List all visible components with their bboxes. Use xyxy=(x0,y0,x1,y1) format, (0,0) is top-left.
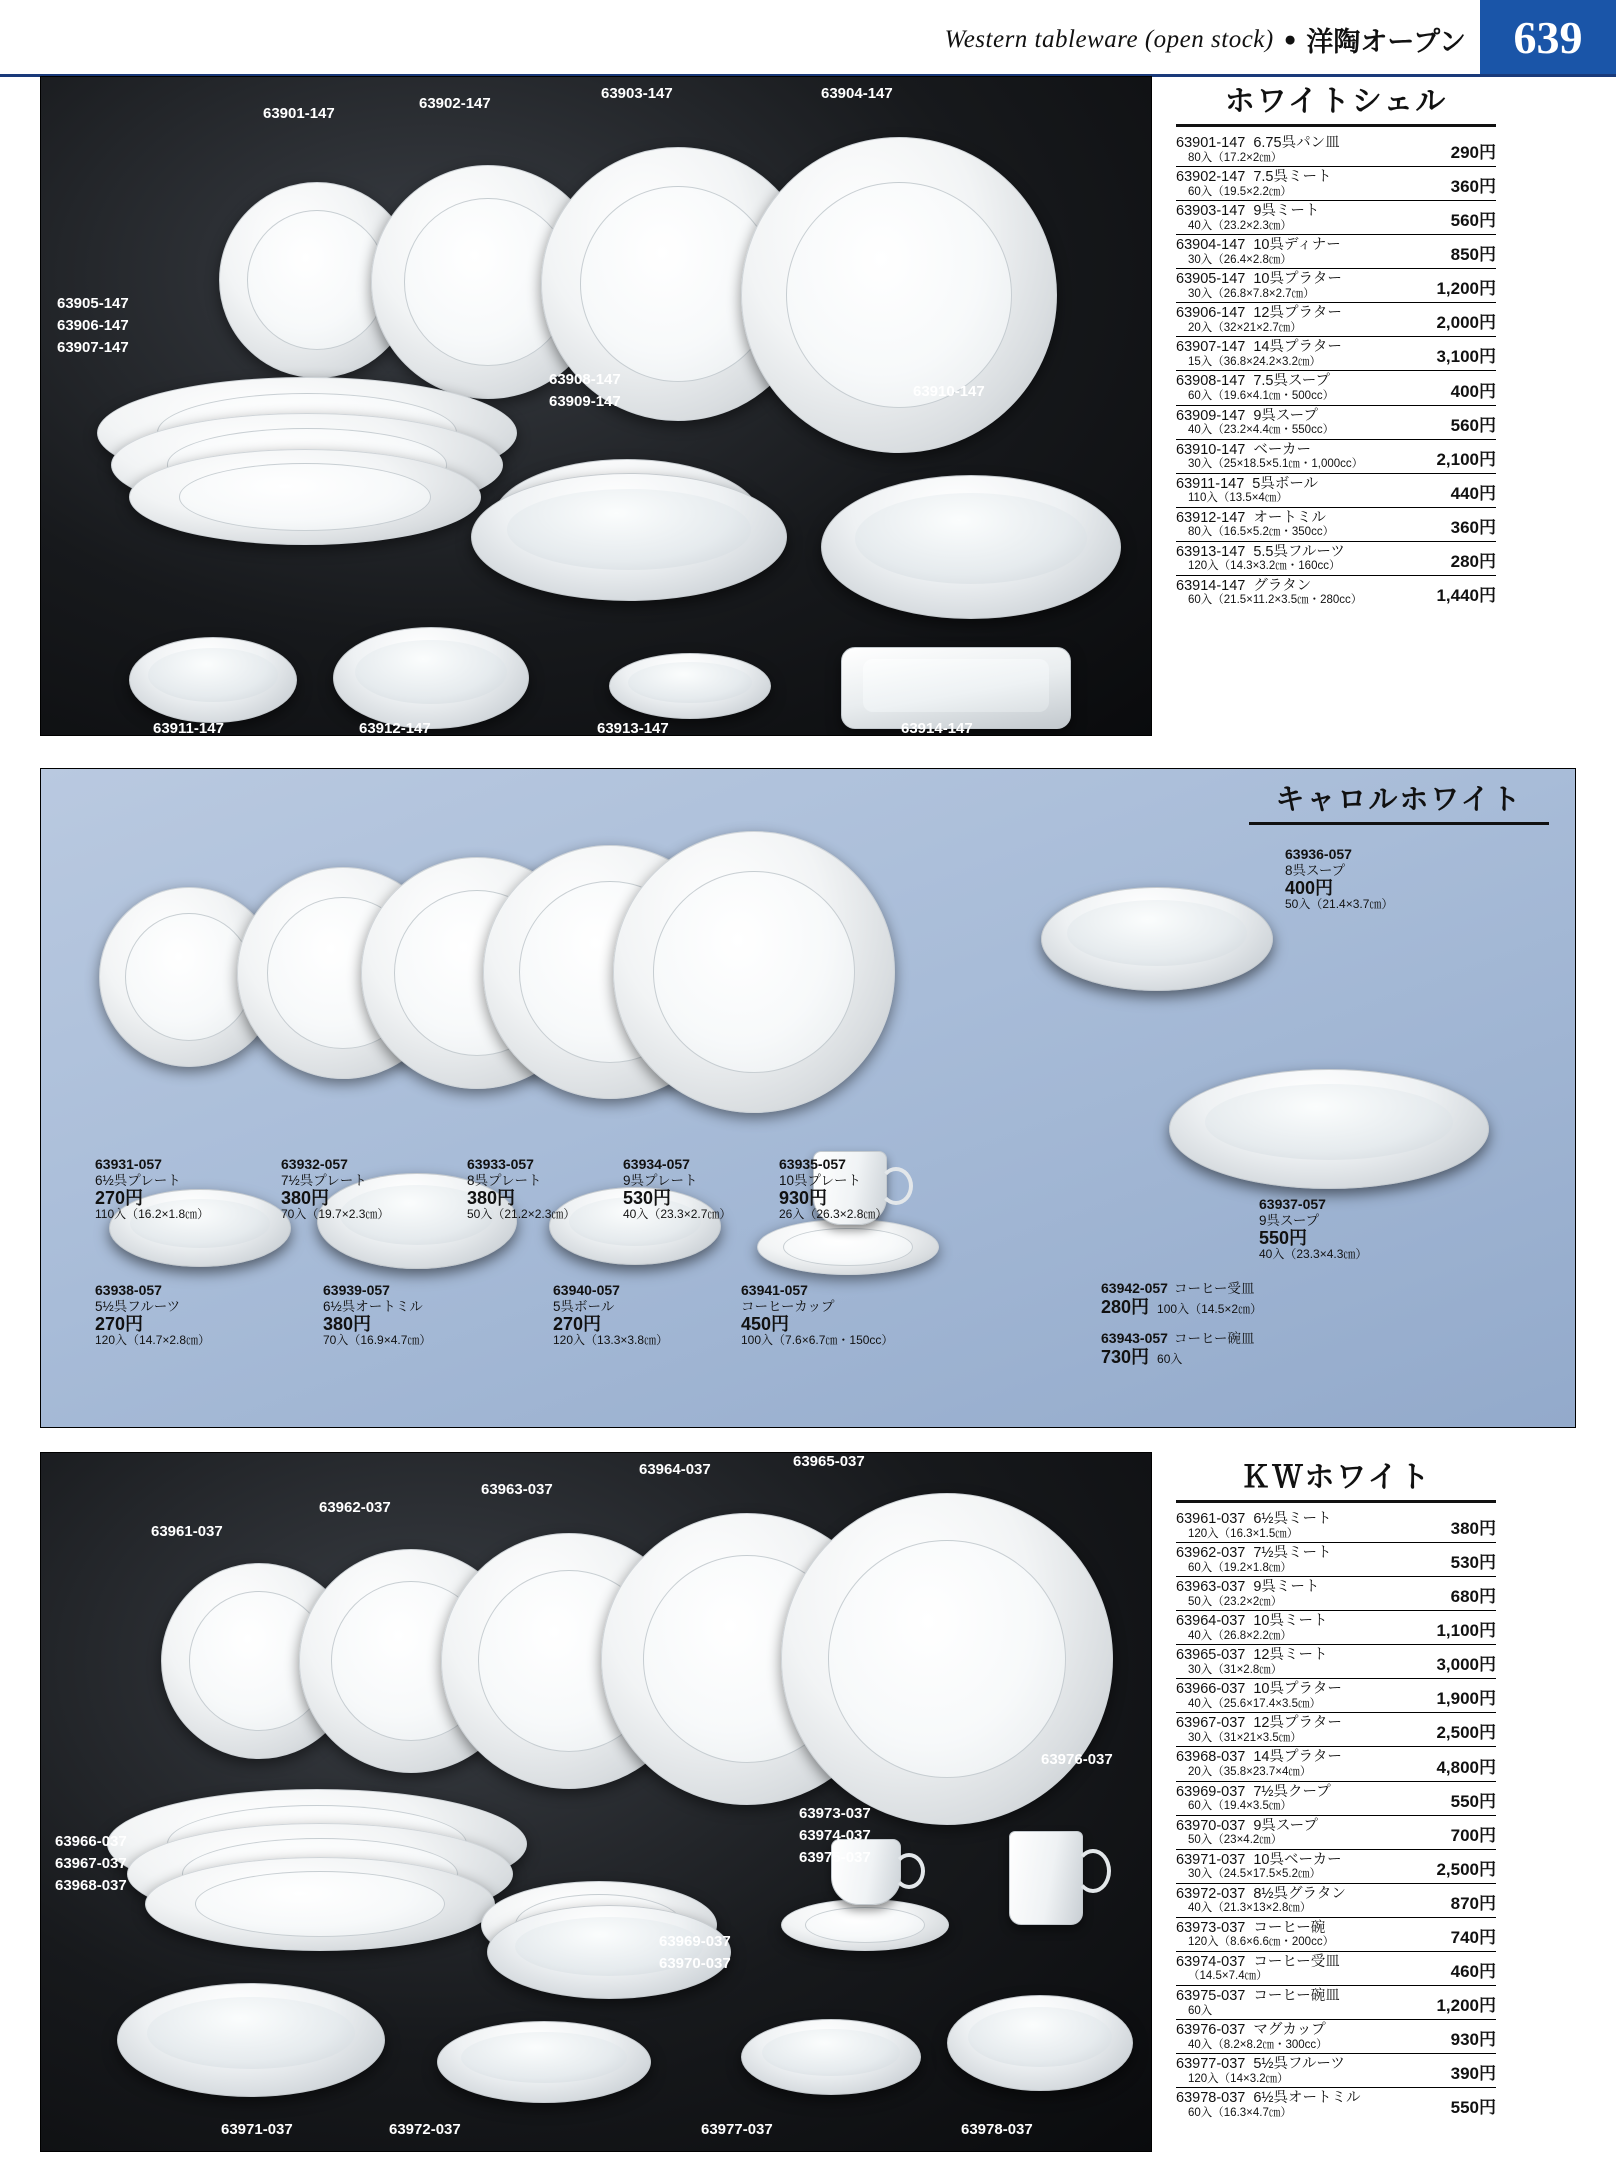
item-sub: 80入（16.5×5.2㎝・350cc） xyxy=(1188,526,1335,539)
item-price: 530円 xyxy=(1450,1553,1496,1573)
item-sub: 30入（26.8×7.8×2.7㎝） xyxy=(1188,287,1315,300)
item-sub: 50入（23.2×2㎝） xyxy=(1188,1595,1283,1608)
pricelist-white-shell xyxy=(1176,76,1496,609)
table-row xyxy=(1176,133,1496,167)
baker-63971 xyxy=(117,1983,385,2097)
item-price: 400円 xyxy=(1450,381,1496,401)
fruit-63977 xyxy=(741,2019,921,2095)
photo-carol-white xyxy=(40,768,1576,1428)
table-row xyxy=(1176,269,1496,303)
platter-63966 xyxy=(145,1857,495,1951)
item-sub: 60入（19.5×2.2㎝） xyxy=(1188,185,1292,198)
label-63911: 63911-147 xyxy=(153,720,224,736)
soup-63936 xyxy=(1041,887,1273,991)
item-sub: 60入（19.6×4.1㎝・500cc） xyxy=(1188,390,1335,403)
item-sub: 40入（8.2×8.2㎝・300cc） xyxy=(1188,2038,1328,2051)
caption-63937: 63937-057 9呉スープ 550円 40入（23.3×4.3㎝） xyxy=(1259,1196,1368,1261)
item-sub: 110入（13.5×4㎝） xyxy=(1188,492,1288,505)
label-63964: 63964-037 xyxy=(639,1461,711,1478)
platter-63905 xyxy=(129,449,481,545)
item-code: 63975-037 xyxy=(1176,1987,1246,2004)
item-name: 10呉プラター xyxy=(1253,271,1342,288)
table-row xyxy=(1176,1577,1496,1611)
item-sub: 50入（23×4.2㎝） xyxy=(1188,1834,1283,1847)
item-name: 6½呉ミート xyxy=(1253,1511,1332,1527)
item-name: 8½呉グラタン xyxy=(1253,1885,1346,1902)
item-price: 1,200円 xyxy=(1436,1995,1496,2015)
pricelist-kw-white xyxy=(1176,1452,1496,2121)
item-code: 63971-037 xyxy=(1176,1851,1246,1868)
item-code: 63906-147 xyxy=(1176,305,1246,322)
item-name: オートミル xyxy=(1253,509,1326,526)
item-sub: 60入（21.5×11.2×3.5㎝・280cc） xyxy=(1188,594,1363,607)
table-row xyxy=(1176,235,1496,269)
item-sub: 40入（23.2×2.3㎝） xyxy=(1188,219,1292,232)
item-code: 63913-147 xyxy=(1176,543,1246,560)
oatmeal-63912 xyxy=(333,627,529,729)
section-carol-white xyxy=(40,768,1576,1428)
label-63912: 63912-147 xyxy=(359,720,431,736)
item-code: 63911-147 xyxy=(1176,475,1245,492)
item-name: 5.5呉フルーツ xyxy=(1253,543,1345,560)
soup-63937 xyxy=(1169,1069,1489,1189)
item-price: 1,900円 xyxy=(1436,1689,1496,1709)
item-sub: 20入（35.8×23.7×4㎝） xyxy=(1188,1766,1312,1779)
bowl-63911 xyxy=(129,637,297,723)
gratin-63914 xyxy=(841,647,1071,729)
soup-63970 xyxy=(487,1905,731,1999)
item-sub: 20入（32×21×2.7㎝） xyxy=(1188,321,1302,334)
item-code: 63908-147 xyxy=(1176,373,1246,390)
table-row xyxy=(1176,337,1496,371)
item-price: 870円 xyxy=(1450,1893,1496,1913)
item-sub: 30入（25×18.5×5.1㎝・1,000cc） xyxy=(1188,458,1364,471)
table-row xyxy=(1176,1747,1496,1781)
label-63976: 63976-037 xyxy=(1041,1751,1113,1768)
label-63906: 63906-147 xyxy=(57,317,129,334)
label-63978: 63978-037 xyxy=(961,2121,1033,2138)
item-sub: 120入（16.3×1.5㎝） xyxy=(1188,1527,1299,1540)
item-code: 63977-037 xyxy=(1176,2056,1246,2072)
table-row xyxy=(1176,1713,1496,1747)
item-name: 10呉ベーカー xyxy=(1253,1851,1342,1868)
item-price: 550円 xyxy=(1450,1791,1496,1811)
item-price: 740円 xyxy=(1450,1927,1496,1947)
pricelist-title-kw-white: ＫＷホワイト xyxy=(1240,1461,1432,1494)
item-sub: 30入（26.4×2.8㎝） xyxy=(1188,253,1292,266)
page-number: 639 xyxy=(1480,0,1616,74)
caption-63938: 63938-057 5½呉フルーツ 270円 120入（14.7×2.8㎝） xyxy=(95,1282,211,1347)
caption-63931: 63931-057 6½呉プレート 270円 110入（16.2×1.8㎝） xyxy=(95,1156,210,1221)
label-63909: 63909-147 xyxy=(549,393,621,410)
cup-handle-icon xyxy=(893,1853,925,1889)
item-name: 6.75呉パン皿 xyxy=(1253,135,1340,151)
saucer-63942 xyxy=(757,1219,939,1275)
mug-63976 xyxy=(1009,1831,1083,1925)
item-price: 560円 xyxy=(1450,211,1496,231)
item-code: 63969-037 xyxy=(1176,1783,1246,1800)
item-code: 63970-037 xyxy=(1176,1817,1246,1834)
table-row xyxy=(1176,1884,1496,1918)
item-sub: 60入（19.2×1.8㎝） xyxy=(1188,1561,1292,1574)
pricelist-title-white-shell: ホワイトシェル xyxy=(1224,85,1448,118)
item-name: マグカップ xyxy=(1253,2021,1326,2038)
table-row xyxy=(1176,1918,1496,1952)
pricelist-rows-kw-white xyxy=(1176,1509,1496,2121)
caption-63933: 63933-057 8呉プレート 380円 50入（21.2×2.3㎝） xyxy=(467,1156,576,1221)
item-sub: 40入（26.8×2.2㎝） xyxy=(1188,1629,1292,1642)
fruit-63913 xyxy=(609,653,771,719)
item-name: 5呉ボール xyxy=(1252,475,1319,492)
item-name: 9呉ミート xyxy=(1253,1579,1320,1596)
item-code: 63904-147 xyxy=(1176,237,1246,254)
item-price: 390円 xyxy=(1450,2064,1496,2084)
plate-63965 xyxy=(781,1493,1113,1825)
label-63910: 63910-147 xyxy=(913,383,985,400)
table-row xyxy=(1176,201,1496,235)
gratin-63972 xyxy=(437,2021,651,2103)
caption-63935: 63935-057 10呉プレート 930円 26入（26.3×2.8㎝） xyxy=(779,1156,888,1221)
item-code: 63973-037 xyxy=(1176,1919,1246,1936)
caption-63942: 63942-057 コーヒー受皿 280円 100入（14.5×2㎝） xyxy=(1101,1280,1263,1317)
plate-63904 xyxy=(741,137,1057,453)
photo-white-shell xyxy=(40,76,1152,736)
table-row xyxy=(1176,406,1496,440)
item-price: 360円 xyxy=(1450,517,1496,537)
caption-63932: 63932-057 7½呉プレート 380円 70入（19.7×2.3㎝） xyxy=(281,1156,390,1221)
caption-63934: 63934-057 9呉プレート 530円 40入（23.3×2.7㎝） xyxy=(623,1156,732,1221)
item-code: 63966-037 xyxy=(1176,1681,1246,1698)
item-code: 63974-037 xyxy=(1176,1953,1246,1970)
item-name: 5½呉フルーツ xyxy=(1253,2056,1345,2072)
table-row xyxy=(1176,1850,1496,1884)
table-row xyxy=(1176,2054,1496,2088)
item-price: 290円 xyxy=(1450,143,1496,163)
label-63961: 63961-037 xyxy=(151,1523,223,1540)
bullet-icon: ● xyxy=(1283,27,1297,51)
item-price: 550円 xyxy=(1450,2098,1496,2118)
table-row xyxy=(1176,1782,1496,1816)
table-row xyxy=(1176,1645,1496,1679)
label-63902: 63902-147 xyxy=(419,95,491,112)
caption-63936: 63936-057 8呉スープ 400円 50入（21.4×3.7㎝） xyxy=(1285,846,1394,911)
pricelist-rows-white-shell xyxy=(1176,133,1496,609)
label-63908: 63908-147 xyxy=(549,371,621,388)
item-price: 2,100円 xyxy=(1436,449,1496,469)
label-63968: 63968-037 xyxy=(55,1877,127,1894)
item-code: 63964-037 xyxy=(1176,1613,1246,1630)
item-code: 63912-147 xyxy=(1176,509,1246,526)
table-row xyxy=(1176,542,1496,576)
item-sub: 120入（14.3×3.2㎝・160cc） xyxy=(1188,560,1341,573)
table-row xyxy=(1176,1611,1496,1645)
label-63974: 63974-037 xyxy=(799,1827,871,1844)
label-63967: 63967-037 xyxy=(55,1855,127,1872)
item-code: 63914-147 xyxy=(1176,577,1246,594)
item-code: 63968-037 xyxy=(1176,1749,1246,1766)
item-code: 63910-147 xyxy=(1176,441,1246,458)
table-row xyxy=(1176,508,1496,542)
item-code: 63972-037 xyxy=(1176,1885,1246,1902)
item-sub: 30入（31×21×3.5㎝） xyxy=(1188,1732,1302,1745)
item-price: 2,500円 xyxy=(1436,1859,1496,1879)
item-name: 14呉プラター xyxy=(1253,1749,1342,1766)
table-row xyxy=(1176,2020,1496,2054)
item-price: 2,000円 xyxy=(1436,313,1496,333)
item-name: 12呉プラター xyxy=(1253,305,1342,322)
table-row xyxy=(1176,1816,1496,1850)
item-sub: 60入（19.4×3.5㎝） xyxy=(1188,1800,1292,1813)
table-row xyxy=(1176,440,1496,474)
table-row xyxy=(1176,167,1496,201)
table-row xyxy=(1176,1509,1496,1543)
item-code: 63967-037 xyxy=(1176,1715,1246,1732)
label-63977: 63977-037 xyxy=(701,2121,773,2138)
label-63963: 63963-037 xyxy=(481,1481,553,1498)
caption-63943: 63943-057 コーヒー碗皿 730円 60入 xyxy=(1101,1330,1255,1367)
item-name: 10呉プラター xyxy=(1253,1681,1342,1698)
item-price: 280円 xyxy=(1450,551,1496,571)
photo-kw-white xyxy=(40,1452,1152,2152)
item-name: コーヒー碗皿 xyxy=(1253,1987,1340,2004)
section-kw-white xyxy=(40,1452,1576,2152)
table-row xyxy=(1176,576,1496,609)
label-63962: 63962-037 xyxy=(319,1499,391,1516)
item-name: 9呉スープ xyxy=(1253,407,1318,424)
item-code: 63965-037 xyxy=(1176,1647,1246,1664)
item-sub: 40入（25.6×17.4×3.5㎝） xyxy=(1188,1697,1321,1710)
label-63914: 63914-147 xyxy=(901,720,973,736)
label-63969: 63969-037 xyxy=(659,1933,731,1950)
item-name: 10呉ディナー xyxy=(1253,237,1341,254)
item-code: 63963-037 xyxy=(1176,1579,1246,1596)
item-name: 12呉プラター xyxy=(1253,1715,1342,1732)
item-name: 7½呉ミート xyxy=(1253,1545,1332,1562)
item-price: 560円 xyxy=(1450,415,1496,435)
item-sub: 30入（24.5×17.5×5.2㎝） xyxy=(1188,1868,1321,1881)
table-row xyxy=(1176,1543,1496,1577)
table-row xyxy=(1176,1986,1496,2020)
item-name: 9呉スープ xyxy=(1253,1817,1318,1834)
item-price: 460円 xyxy=(1450,1961,1496,1981)
item-name: 7.5呉ミート xyxy=(1253,169,1332,186)
label-63973: 63973-037 xyxy=(799,1805,871,1822)
item-price: 3,000円 xyxy=(1436,1655,1496,1675)
header-title-en: Western tableware (open stock) xyxy=(944,25,1274,53)
item-price: 3,100円 xyxy=(1436,347,1496,367)
item-sub: 120入（8.6×6.6㎝・200cc） xyxy=(1188,1936,1335,1949)
label-63970: 63970-037 xyxy=(659,1955,731,1972)
label-63972: 63972-037 xyxy=(389,2121,461,2138)
item-code: 63901-147 xyxy=(1176,135,1246,151)
item-price: 380円 xyxy=(1450,1519,1496,1539)
item-price: 440円 xyxy=(1450,483,1496,503)
label-63975: 63975-037 xyxy=(799,1849,871,1866)
item-sub: 40入（21.3×13×2.8㎝） xyxy=(1188,1902,1312,1915)
header-title-jp: 洋陶オープン xyxy=(1306,27,1466,57)
item-name: 7.5呉スープ xyxy=(1253,373,1331,390)
item-name: 10呉ミート xyxy=(1253,1613,1328,1630)
label-63971: 63971-037 xyxy=(221,2121,293,2138)
table-row xyxy=(1176,474,1496,508)
item-sub: 30入（31×2.8㎝） xyxy=(1188,1663,1283,1676)
table-row xyxy=(1176,1952,1496,1986)
caption-63941: 63941-057 コーヒーカップ 450円 100入（7.6×6.7㎝・150cc） xyxy=(741,1282,894,1347)
caption-63940: 63940-057 5呉ボール 270円 120入（13.3×3.8㎝） xyxy=(553,1282,669,1347)
item-code: 63976-037 xyxy=(1176,2021,1246,2038)
label-63907: 63907-147 xyxy=(57,339,129,356)
table-row xyxy=(1176,1679,1496,1713)
item-name: コーヒー受皿 xyxy=(1253,1953,1340,1970)
item-price: 850円 xyxy=(1450,245,1496,265)
item-price: 4,800円 xyxy=(1436,1757,1496,1777)
item-name: 7½呉クープ xyxy=(1253,1783,1331,1800)
item-name: ベーカー xyxy=(1253,441,1312,458)
item-sub: （14.5×7.4㎝） xyxy=(1188,1970,1268,1983)
pricelist-title-carol-white: キャロルホワイト xyxy=(1275,784,1523,816)
item-sub: 40入（23.2×4.4㎝・550cc） xyxy=(1188,424,1335,437)
label-63965: 63965-037 xyxy=(793,1453,865,1470)
item-price: 700円 xyxy=(1450,1825,1496,1845)
oatmeal-63978 xyxy=(947,1995,1133,2091)
baker-63910 xyxy=(821,475,1121,619)
item-name: 9呉ミート xyxy=(1253,203,1320,220)
item-code: 63909-147 xyxy=(1176,407,1246,424)
item-code: 63961-037 xyxy=(1176,1511,1246,1527)
item-name: 14呉プラター xyxy=(1253,339,1342,356)
item-code: 63978-037 xyxy=(1176,2090,1246,2107)
item-code: 63903-147 xyxy=(1176,203,1246,220)
table-row xyxy=(1176,303,1496,337)
item-price: 1,100円 xyxy=(1436,1621,1496,1641)
item-code: 63962-037 xyxy=(1176,1545,1246,1562)
label-63904: 63904-147 xyxy=(821,85,893,102)
label-63903: 63903-147 xyxy=(601,85,673,102)
item-code: 63905-147 xyxy=(1176,271,1246,288)
item-sub: 80入（17.2×2㎝） xyxy=(1188,151,1283,164)
item-price: 2,500円 xyxy=(1436,1723,1496,1743)
soup-63909 xyxy=(471,473,787,601)
table-row xyxy=(1176,2088,1496,2121)
item-code: 63907-147 xyxy=(1176,339,1246,356)
item-price: 680円 xyxy=(1450,1587,1496,1607)
table-row xyxy=(1176,371,1496,405)
plate-63935 xyxy=(613,831,895,1113)
item-sub: 120入（14×3.2㎝） xyxy=(1188,2072,1289,2085)
mug-handle-icon xyxy=(1075,1849,1111,1893)
item-price: 360円 xyxy=(1450,177,1496,197)
item-name: グラタン xyxy=(1253,577,1312,594)
item-name: 6½呉オートミル xyxy=(1253,2090,1361,2107)
saucer-63974 xyxy=(781,1899,949,1951)
label-63901: 63901-147 xyxy=(263,105,335,122)
item-name: コーヒー碗 xyxy=(1253,1919,1326,1936)
label-63905: 63905-147 xyxy=(57,295,129,312)
section-white-shell xyxy=(40,76,1576,736)
item-sub: 60入 xyxy=(1188,2004,1213,2017)
caption-63939: 63939-057 6½呉オートミル 380円 70入（16.9×4.7㎝） xyxy=(323,1282,432,1347)
page-header xyxy=(0,0,1616,76)
item-price: 1,200円 xyxy=(1436,279,1496,299)
item-price: 1,440円 xyxy=(1436,585,1496,605)
label-63966: 63966-037 xyxy=(55,1833,127,1850)
item-name: 12呉ミート xyxy=(1253,1647,1328,1664)
item-code: 63902-147 xyxy=(1176,169,1246,186)
item-price: 930円 xyxy=(1450,2030,1496,2049)
label-63913: 63913-147 xyxy=(597,720,669,736)
item-sub: 60入（16.3×4.7㎝） xyxy=(1188,2106,1292,2119)
item-sub: 15入（36.8×24.2×3.2㎝） xyxy=(1188,356,1321,369)
